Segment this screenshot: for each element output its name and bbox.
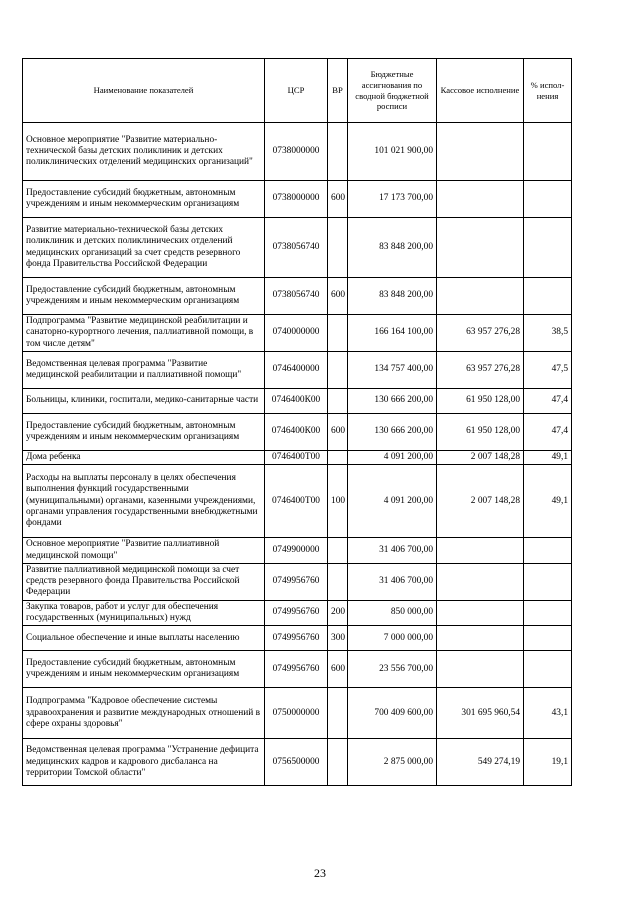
table-row [23,688,572,739]
cell-cash: 549 274,19 [437,739,524,786]
cell-vr: 600 [328,651,348,688]
table-row [23,651,572,688]
cell-budget: 130 666 200,00 [348,414,437,451]
cell-name: Ведомственная целевая программа "Устранение дефицита медицинских кадров и кадрового дисбаланса на территории Томской области" [23,739,265,786]
table-row [23,626,572,651]
cell-budget: 4 091 200,00 [348,451,437,465]
table-row [23,600,572,626]
cell-csr: 0740000000 [265,315,328,352]
cell-vr [328,315,348,352]
cell-csr: 0749956760 [265,626,328,651]
cell-vr [328,538,348,564]
cell-budget: 7 000 000,00 [348,626,437,651]
cell-name: Предоставление субсидий бюджетным, автономным учреждениям и иным некоммерческим организациям [23,181,265,218]
cell-name: Расходы на выплаты персоналу в целях обеспечения выполнения функций государственными (муниципальными) органами, казенными учреждениями, органами управления государственными внебюджетными фондами [23,465,265,538]
cell-cash: 61 950 128,00 [437,389,524,414]
cell-budget: 31 406 700,00 [348,563,437,600]
cell-csr: 0756500000 [265,739,328,786]
cell-name: Больницы, клиники, госпитали, медико-санитарные части [23,389,265,414]
budget-execution-table [22,58,572,786]
table-row [23,181,572,218]
cell-pct [524,218,572,278]
cell-name: Дома ребенка [23,451,265,465]
cell-vr: 600 [328,278,348,315]
table-row [23,218,572,278]
header-pct: % испол-нения [524,59,572,123]
table-row [23,389,572,414]
cell-csr: 0738000000 [265,123,328,181]
table-row [23,563,572,600]
cell-csr: 0738056740 [265,278,328,315]
cell-vr [328,352,348,389]
cell-cash: 63 957 276,28 [437,315,524,352]
cell-budget: 134 757 400,00 [348,352,437,389]
cell-pct: 49,1 [524,451,572,465]
cell-pct: 49,1 [524,465,572,538]
cell-pct: 38,5 [524,315,572,352]
cell-vr: 100 [328,465,348,538]
table-row [23,739,572,786]
cell-cash [437,600,524,626]
cell-name: Ведомственная целевая программа "Развитие медицинской реабилитации и паллиативной помощи" [23,352,265,389]
cell-pct [524,181,572,218]
cell-name: Подпрограмма "Развитие медицинской реабилитации и санаторно-курортного лечения, паллиативной помощи, в том числе детям" [23,315,265,352]
table-row [23,278,572,315]
cell-cash: 2 007 148,28 [437,451,524,465]
cell-pct [524,651,572,688]
table-header-row [23,59,572,123]
header-budget: Бюджетные ассигнования по сводной бюджетной росписи [348,59,437,123]
table-row [23,451,572,465]
cell-csr: 0738056740 [265,218,328,278]
cell-budget: 83 848 200,00 [348,218,437,278]
cell-vr: 600 [328,181,348,218]
header-vr: ВР [328,59,348,123]
cell-cash [437,278,524,315]
cell-vr [328,389,348,414]
cell-name: Основное мероприятие "Развитие паллиативной медицинской помощи" [23,538,265,564]
cell-pct: 47,5 [524,352,572,389]
cell-name: Социальное обеспечение и иные выплаты населению [23,626,265,651]
cell-vr: 600 [328,414,348,451]
table-row [23,315,572,352]
cell-vr: 300 [328,626,348,651]
cell-vr [328,688,348,739]
cell-vr [328,451,348,465]
cell-cash [437,626,524,651]
cell-budget: 83 848 200,00 [348,278,437,315]
cell-budget: 2 875 000,00 [348,739,437,786]
cell-budget: 23 556 700,00 [348,651,437,688]
cell-cash [437,538,524,564]
table-row [23,538,572,564]
cell-pct: 47,4 [524,414,572,451]
cell-budget: 101 021 900,00 [348,123,437,181]
cell-budget: 850 000,00 [348,600,437,626]
cell-name: Предоставление субсидий бюджетным, автономным учреждениям и иным некоммерческим организациям [23,651,265,688]
cell-csr: 0738000000 [265,181,328,218]
table-row [23,465,572,538]
cell-pct [524,626,572,651]
cell-pct [524,278,572,315]
cell-pct: 43,1 [524,688,572,739]
cell-name: Закупка товаров, работ и услуг для обеспечения государственных (муниципальных) нужд [23,600,265,626]
table-row [23,123,572,181]
cell-csr: 0750000000 [265,688,328,739]
cell-pct [524,123,572,181]
cell-vr [328,123,348,181]
cell-budget: 166 164 100,00 [348,315,437,352]
cell-cash: 301 695 960,54 [437,688,524,739]
cell-cash: 2 007 148,28 [437,465,524,538]
cell-name: Предоставление субсидий бюджетным, автономным учреждениям и иным некоммерческим организациям [23,278,265,315]
page-number: 23 [314,866,326,880]
cell-csr: 0746400Т00 [265,465,328,538]
header-csr: ЦСР [265,59,328,123]
cell-budget: 130 666 200,00 [348,389,437,414]
cell-name: Предоставление субсидий бюджетным, автономным учреждениям и иным некоммерческим организациям [23,414,265,451]
cell-vr: 200 [328,600,348,626]
cell-csr: 0746400000 [265,352,328,389]
cell-budget: 4 091 200,00 [348,465,437,538]
cell-budget: 700 409 600,00 [348,688,437,739]
table-row [23,352,572,389]
cell-cash: 63 957 276,28 [437,352,524,389]
cell-vr [328,739,348,786]
cell-csr: 0746400К00 [265,389,328,414]
cell-name: Развитие материально-технической базы детских поликлиник и детских поликлинических отделений медицинских организаций за счет средств резервного фонда Правительства Российской Федерации [23,218,265,278]
cell-csr: 0749956760 [265,651,328,688]
cell-cash [437,651,524,688]
cell-csr: 0746400Т00 [265,451,328,465]
cell-cash [437,218,524,278]
cell-pct [524,538,572,564]
cell-cash [437,123,524,181]
cell-budget: 17 173 700,00 [348,181,437,218]
cell-csr: 0749956760 [265,563,328,600]
cell-name: Подпрограмма "Кадровое обеспечение системы здравоохранения и развитие международных отношений в сфере охраны здоровья" [23,688,265,739]
cell-pct: 47,4 [524,389,572,414]
cell-csr: 0749900000 [265,538,328,564]
cell-name: Основное мероприятие "Развитие материально-технической базы детских поликлиник и детских поликлинических отделений медицинских организаций" [23,123,265,181]
cell-pct [524,563,572,600]
header-name: Наименование показателей [23,59,265,123]
cell-cash [437,563,524,600]
cell-vr [328,218,348,278]
cell-cash: 61 950 128,00 [437,414,524,451]
header-cash: Кассовое исполнение [437,59,524,123]
cell-pct [524,600,572,626]
table-row [23,414,572,451]
cell-csr: 0746400К00 [265,414,328,451]
cell-csr: 0749956760 [265,600,328,626]
cell-budget: 31 406 700,00 [348,538,437,564]
cell-vr [328,563,348,600]
cell-cash [437,181,524,218]
cell-name: Развитие паллиативной медицинской помощи за счет средств резервного фонда Правительства Российской Федерации [23,563,265,600]
cell-pct: 19,1 [524,739,572,786]
